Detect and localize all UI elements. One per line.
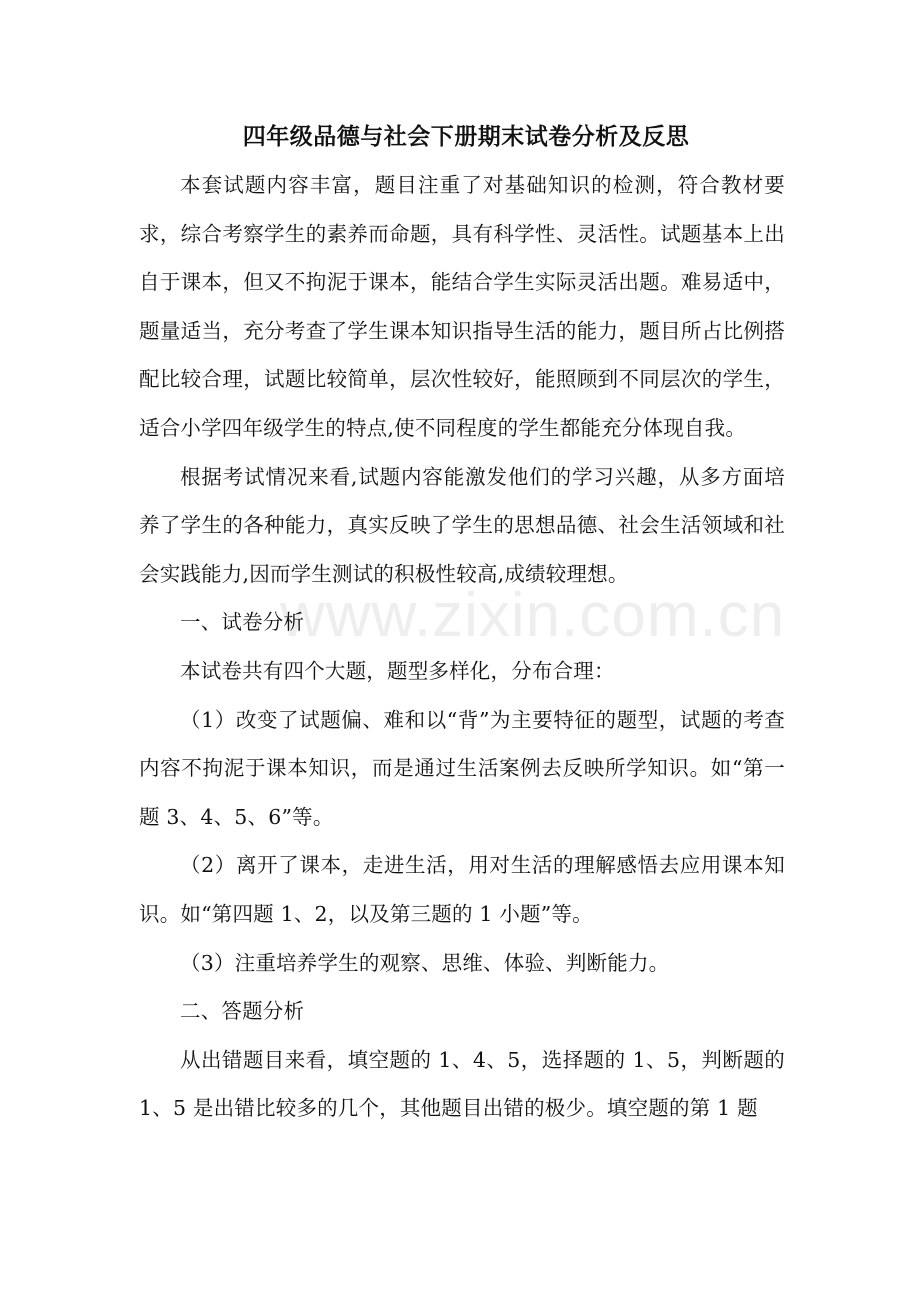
paragraph-paper-structure: 本试卷共有四个大题，题型多样化，分布合理： (180, 658, 615, 683)
section-heading-paper-analysis: 一、试卷分析 (180, 610, 305, 635)
document-body (139, 113, 785, 1133)
paragraph-intro: 本套试题内容丰富，题目注重了对基础知识的检测，符合教材要求，综合考察学生的素养而命题，具有科学性、灵活性。试题基本上出自于课本，但又不拘泥于课本，能结合学生实际灵活出题。难易适中，题量适当，充分考查了学生课本知识指导生活的能力，题目所占比例搭配比较合理，试题比较简单，层次性较好，能照顾到不同层次的学生，适合小学四年级学生的特点,使不同程度的学生都能充分体现自我。 (139, 173, 785, 440)
section-heading-answer-analysis: 二、答题分析 (180, 999, 305, 1024)
list-item-point-3: （3）注重培养学生的观察、思维、体验、判断能力。 (180, 950, 670, 975)
paragraph-exam-situation: 根据考试情况来看,试题内容能激发他们的学习兴趣，从多方面培养了学生的各种能力，真实反映了学生的思想品德、社会生活领域和社会实践能力,因而学生测试的积极性较高,成绩较理想。 (139, 464, 785, 586)
list-item-point-2: （2）离开了课本，走进生活，用对生活的理解感悟去应用课本知识。如“第四题 1、2，以及第三题的 1 小题”等。 (139, 853, 785, 926)
list-item-point-1: （1）改变了试题偏、难和以“背”为主要特征的题型，试题的考查内容不拘泥于课本知识，而是通过生活案例去反映所学知识。如“第一题 3、4、5、6”等。 (139, 707, 785, 829)
paragraph-error-analysis: 从出错题目来看，填空题的 1、4、5，选择题的 1、5，判断题的 1、5 是出错比较多的几个，其他题目出错的极少。填空题的第 1 题 (139, 1047, 785, 1121)
document-title: 四年级品德与社会下册期末试卷分析及反思 (242, 123, 690, 150)
watermark: www.zixin.com.cn (280, 581, 786, 650)
